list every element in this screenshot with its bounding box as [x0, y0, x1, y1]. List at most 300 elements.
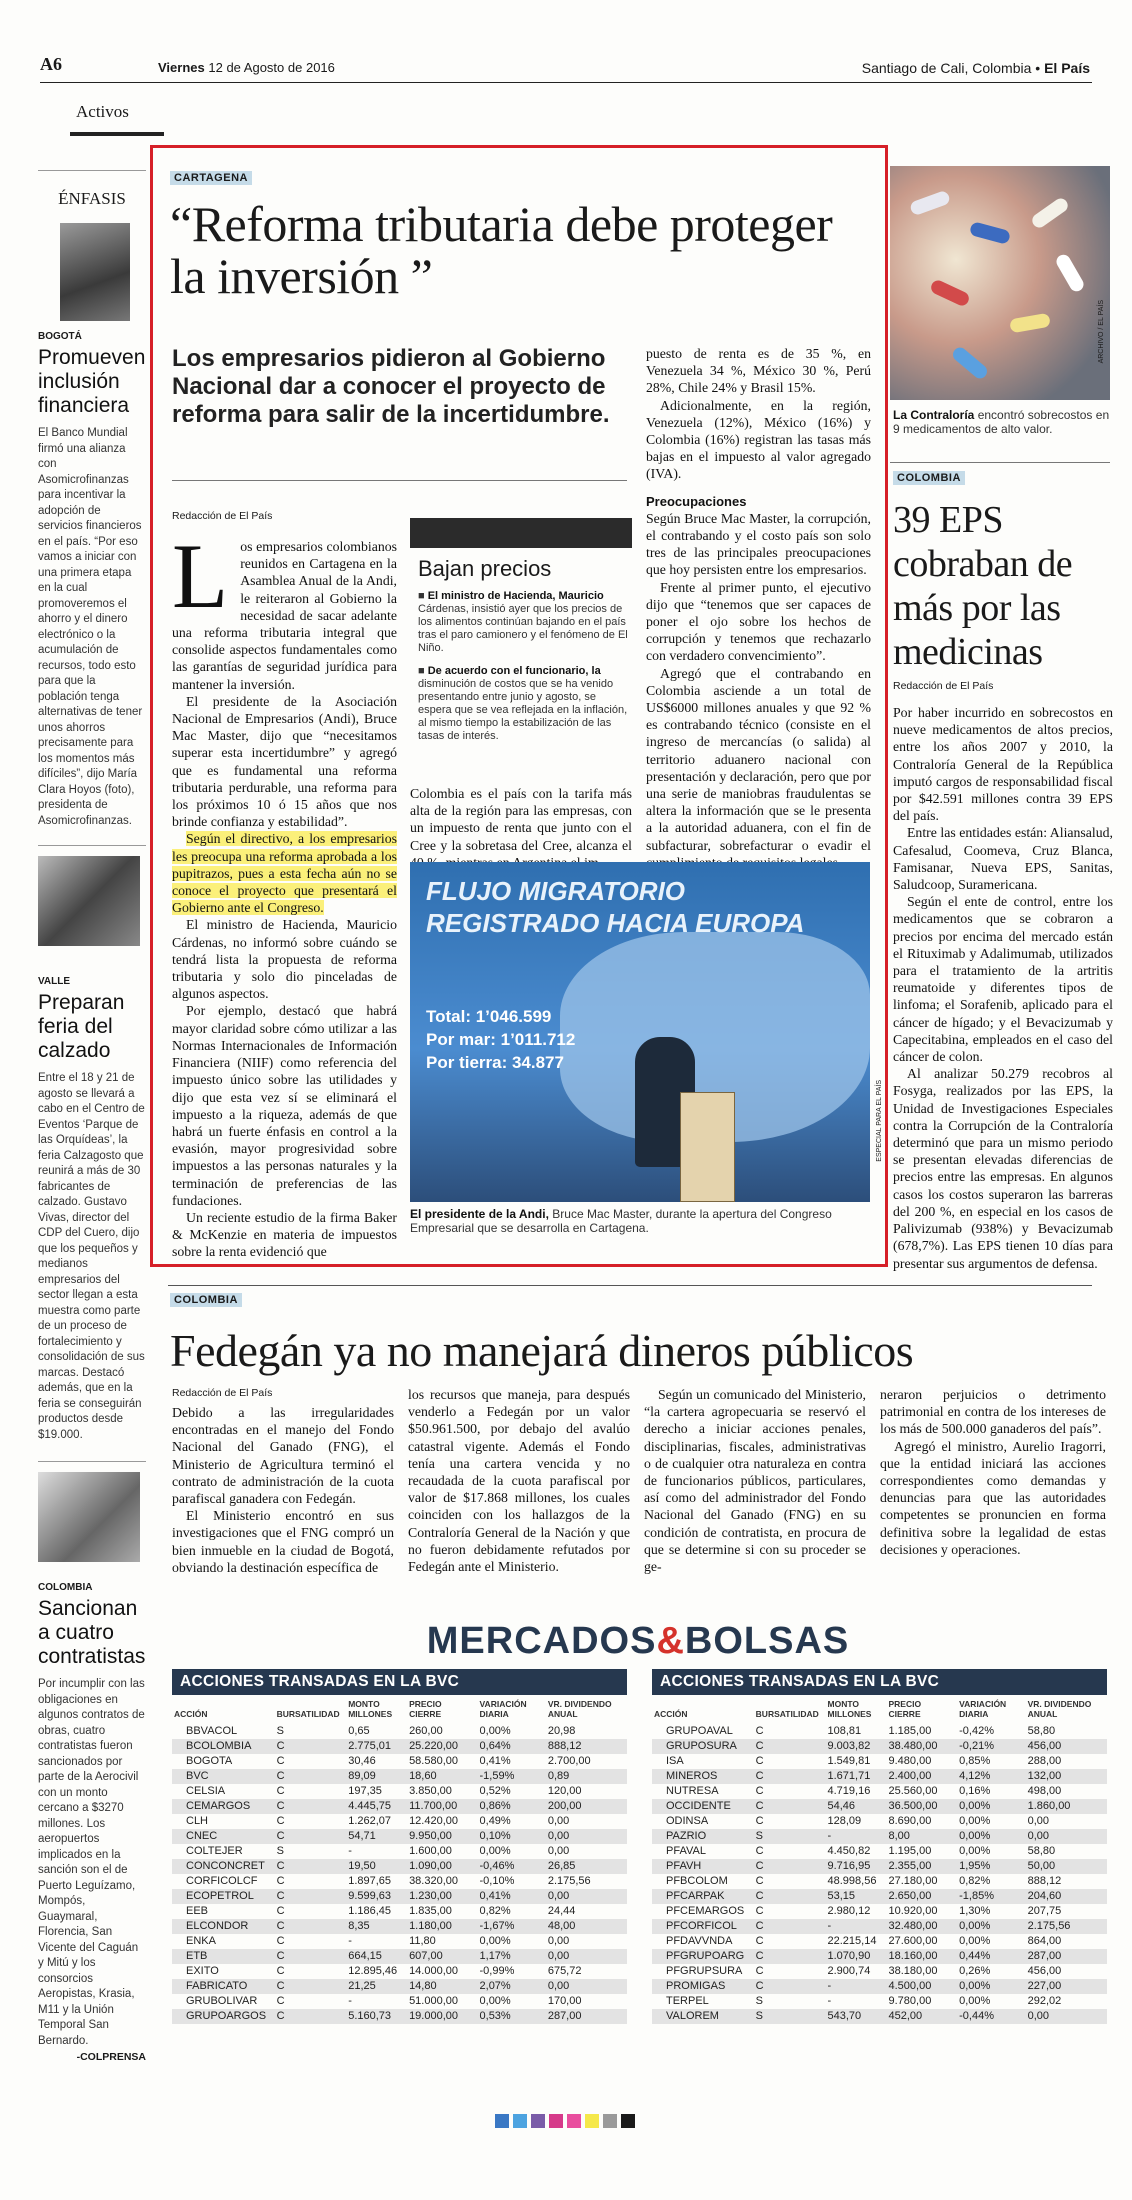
table-cell: C [275, 2009, 347, 2024]
table-cell: 1,95% [957, 1859, 1025, 1874]
eps-byline: Redacción de El País [893, 680, 994, 692]
table-cell: BOGOTA [186, 1755, 233, 1767]
table-cell: EEB [186, 1905, 209, 1917]
table-cell: 0,44% [957, 1949, 1025, 1964]
table-cell: C [755, 1935, 764, 1947]
col-header: MONTO MILLONES [827, 1699, 872, 1719]
deck-rule [172, 480, 627, 481]
table-row [652, 1724, 1107, 1739]
table-cell: C [276, 1905, 285, 1917]
pill-shape [1009, 313, 1051, 334]
color-swatch [495, 2114, 509, 2128]
table-row [652, 1904, 1107, 1919]
table-row [172, 1919, 627, 1934]
bajan-precios-box [410, 518, 632, 753]
brief-a-title: Promueven inclusión financiera [38, 346, 146, 417]
table-row [172, 1904, 627, 1919]
table-row [652, 1844, 1107, 1859]
table-cell: BVC [172, 1769, 275, 1784]
table-cell: 0,00% [959, 1935, 991, 1947]
fedegan-col-3: Según un comunicado del Ministerio, “la cartera agropecuaria se reservó el derecho a iniciar acciones penales, disciplinarias, fiscales, administrativas o de cualquier otra naturaleza en contra de funcionarios públicos, particulares, así como del administrador del Fondo Nacional del Ganado (FNG) en su condición de contratista, en procura de que se determine si con su proceder se ge- [644, 1387, 866, 1575]
table-cell: 207,75 [1027, 1905, 1062, 1917]
header-rule [40, 82, 1092, 83]
table-cell: VALOREM [652, 2009, 754, 2024]
col-header: VARIACIÓN DIARIA [479, 1699, 527, 1719]
table-row [172, 1799, 627, 1814]
table-row [172, 1934, 627, 1949]
table-row [172, 1889, 627, 1904]
table-cell: 456,00 [1027, 1965, 1062, 1977]
table-cell: 0,00 [546, 1979, 627, 1994]
table-row [652, 2009, 1107, 2024]
page-number: A6 [40, 54, 62, 74]
table-cell: -1,59% [478, 1769, 546, 1784]
table-cell: 888,12 [1027, 1875, 1062, 1887]
table-cell: C [755, 1815, 764, 1827]
table-cell: 0,85% [959, 1755, 991, 1767]
table-cell: GRUBOLIVAR [186, 1995, 258, 2007]
table-cell: 0,00 [547, 1815, 570, 1827]
table-cell: 22.215,14 [827, 1935, 877, 1947]
box-item: ■ De acuerdo con el funcionario, la disminución de costos que se ha venido presentando entre junio y agosto, se espera que se vea reflejada en la inflación, al mismo tiempo la estabilización de las tasas de interés. [418, 665, 628, 742]
stocks-table-left [172, 1669, 627, 2024]
table-cell: 0,00 [546, 1949, 627, 1964]
table-cell: 200,00 [546, 1799, 627, 1814]
table-cell: 0,41% [479, 1755, 511, 1767]
table-cell: 0,41% [478, 1889, 546, 1904]
table-cell: -0,44% [957, 2009, 1025, 2024]
brief-b-body: Entre el 18 y 21 de agosto se llevará a cabo en el Centro de Eventos ‘Parque de las Orquídeas’, la feria Calzagosto que reunirá a más de 30 fabricantes de calzado. Gustavo Vivas, director del CDP del Cuero, dijo que los pequeños y medianos empresarios del sector llegan a esta muestra como parte de un proceso de fortalecimiento y consolidación de sus marcas. Destacó además, que en la feria se conseguirán productos desde $19.000. [38, 1072, 145, 1441]
table-cell: C [755, 1725, 764, 1737]
table-cell: 38.180,00 [888, 1965, 938, 1977]
main-p4: El ministro de Hacienda, Mauricio Cárdenas, no informó sobre cuándo se tendrá lista la propuesta de reforma tributaria y solo dio pinceladas de algunos aspectos. [172, 917, 397, 1002]
table-cell: CEMARGOS [172, 1799, 275, 1814]
col-header: VR. DIVIDENDO ANUAL [1027, 1699, 1092, 1719]
table-row [172, 1979, 627, 1994]
pill-shape [929, 278, 971, 308]
table-cell: C [754, 1739, 826, 1754]
table-cell: 0,00% [959, 1995, 991, 2007]
highlighted-quote: Según el directivo, a los empresarios les preocupa una reforma aprobada a los pupitrazos, pues a esta fecha aún no se conoce el proyecto que presentará el Gobierno ante el Congreso. [172, 831, 397, 916]
table-row [172, 2009, 627, 2024]
screen-stat-land: Por tierra: 34.877 [426, 1053, 564, 1072]
table-cell: 0,00 [546, 1829, 627, 1844]
table-cell: 9.950,00 [407, 1829, 477, 1844]
table-cell: 287,00 [546, 2009, 627, 2024]
table-cell: 89,09 [346, 1769, 407, 1784]
table-cell: 4.445,75 [346, 1799, 407, 1814]
table-row [652, 1949, 1107, 1964]
table-cell: 128,09 [827, 1815, 862, 1827]
table-cell: 170,00 [547, 1995, 582, 2007]
table-cell: PFBCOLOM [666, 1875, 728, 1887]
table-row [172, 1874, 627, 1889]
table-cell: 0,26% [959, 1965, 991, 1977]
table-cell: 20,98 [547, 1725, 576, 1737]
table-cell: 197,35 [348, 1785, 382, 1797]
table-row [652, 1859, 1107, 1874]
table-cell: 888,12 [546, 1739, 627, 1754]
table-cell: CNEC [172, 1829, 275, 1844]
table-row [172, 1754, 627, 1769]
subhead-preocupaciones: Preocupaciones [646, 493, 747, 509]
table-cell: 0,52% [479, 1785, 511, 1797]
andi-congress-photo [410, 862, 870, 1202]
table-cell: 0,82% [479, 1905, 511, 1917]
table-cell: CLH [186, 1815, 209, 1827]
pills-caption: La Contraloría encontró sobrecostos en 9 medicamentos de alto valor. [893, 408, 1110, 436]
dateline: Santiago de Cali, Colombia • El País [861, 60, 1090, 76]
table-row [652, 1979, 1107, 1994]
brief-b-place: VALLE [38, 976, 71, 987]
table-cell: 48,00 [546, 1919, 627, 1934]
table-cell: C [275, 1859, 347, 1874]
table-cell: 38.480,00 [887, 1739, 958, 1754]
table-row [652, 1784, 1107, 1799]
table-cell: C [755, 1845, 764, 1857]
table-cell: 8,35 [346, 1919, 407, 1934]
table-cell: -0,42% [959, 1725, 994, 1737]
table-cell: PFCORFICOL [652, 1919, 754, 1934]
table-cell: PFCEMARGOS [666, 1905, 745, 1917]
table-cell: PAZRIO [652, 1829, 754, 1844]
brief-a-body: El Banco Mundial firmó una alianza con Asomicrofinanzas para incentivar la adopción de servicios financieros en el país. “Por eso vamos a iniciar con una primera etapa en la cual promoveremos el ahorro y el dinero electrónico o la acumulación de recursos, todo esto para que la población tenga alternativas de tener unos ahorros precisamente para los momentos más difíciles”, dijo María Clara Hoyos (foto), presidenta de Asomicrofinanzas. [38, 427, 143, 827]
table-cell: 260,00 [409, 1725, 443, 1737]
table-cell: 0,00 [546, 1889, 627, 1904]
table-cell: 2,07% [478, 1979, 546, 1994]
table-cell: PFAVH [652, 1859, 754, 1874]
table-cell: C [276, 1935, 285, 1947]
eps-body: Por haber incurrido en sobrecostos en nueve medicamentos de altos precios, entre los años 2007 y 2010, la Contraloría General de la República imputó cargos de responsabilidad fiscal por $42.591 millones contra 39 EPS del país. Entre las entidades están: Aliansalud, Cafesalud, Coomeva, Cruz Blanca, Famisanar, Nueva EPS, Sanitas, Saludcoop, Suramericana. Según el ente de control, entre los medicamentos que se cobraron a precios por encima del mercado están el Rituximab y Adalimumab, utilizados para el tratamiento de la artritis reumatoide y diferentes tipos de linfoma; el Sorafenib, aplicado para el cáncer de hígado; y el Bevacizumab y Capecitabina, empleados en el caso del cáncer de colon. Al analizar 50.279 recobros al Fosyga, realizados por las EPS, la Unidad de Investigaciones Especiales contra la Corrupción de la Contraloría determinó que para un mismo periodo se presentan elevadas diferencias de precios entre las empresas. En algunos casos los costos superaron las barreras del 200 %, en especial en los casos de Palivizumab (938%) y Bevacizumab (678,7%). Las EPS tienen 10 días para presentar sus argumentos de defensa. [893, 705, 1113, 1271]
table-cell: 0,53% [478, 2009, 546, 2024]
table-cell: 50,00 [1026, 1859, 1107, 1874]
table-row [652, 1889, 1107, 1904]
table-cell: ENKA [186, 1935, 216, 1947]
table-cell: 9.716,95 [826, 1859, 887, 1874]
table-cell: 4,12% [957, 1769, 1025, 1784]
table-row [652, 1814, 1107, 1829]
table-row [652, 1754, 1107, 1769]
main-c3-p4: Frente al primer punto, el ejecutivo dijo que “tenemos que ser capaces de poner el ojo sobre los hechos de corrupción y tenemos que rechazarlo con verdadero convencimiento”. [646, 579, 871, 664]
table-cell: PFGRUPSURA [666, 1965, 743, 1977]
table-row [172, 1769, 627, 1784]
table-cell: -0,99% [479, 1965, 515, 1977]
table-cell: 1.070,90 [826, 1949, 887, 1964]
table-cell: MINEROS [652, 1769, 754, 1784]
main-column-3 [646, 345, 871, 871]
table-row [172, 1844, 627, 1859]
table-cell: 30,46 [348, 1755, 376, 1767]
col-header: MONTO MILLONES [348, 1699, 393, 1719]
table-cell: 2.900,74 [827, 1965, 871, 1977]
table-cell: PFAVAL [666, 1845, 706, 1857]
table-cell: TERPEL [666, 1995, 709, 2007]
table-cell: C [276, 1875, 285, 1887]
table-cell: 21,25 [346, 1979, 407, 1994]
fedegan-col-4: neraron perjuicios o detrimento patrimonial en contra de los intereses de los más de 500.000 ganaderos del país”. Agregó el ministro, Aurelio Iragorri, que la entidad iniciará las acciones correspondientes como demandas y denuncias para que las autoridades competentes se pronuncien en forma definitiva sobre la legalidad de estas decisiones y operaciones. [880, 1387, 1106, 1557]
table-cell: 58,80 [1027, 1845, 1056, 1857]
table-row [652, 1874, 1107, 1889]
dateline-place: Santiago de Cali, Colombia [861, 60, 1032, 76]
table-cell: 1.185,00 [888, 1725, 932, 1737]
table-cell: 32.480,00 [887, 1919, 958, 1934]
main-column-1 [172, 525, 397, 1261]
table-cell: 1,17% [478, 1949, 546, 1964]
table-cell: 18.160,00 [887, 1949, 958, 1964]
table-cell: GRUPOAVAL [666, 1725, 733, 1737]
table-cell: 1.186,45 [348, 1905, 392, 1917]
box-title: Bajan precios [418, 556, 552, 581]
table-cell: - [827, 1995, 832, 2007]
color-swatch [513, 2114, 527, 2128]
table-cell: 864,00 [1027, 1935, 1062, 1947]
table-cell: 54,46 [826, 1799, 887, 1814]
table-cell: 18,60 [407, 1769, 477, 1784]
table-cell: 53,15 [826, 1889, 887, 1904]
table-row [652, 1919, 1107, 1934]
table-cell: 14.000,00 [409, 1965, 458, 1977]
table-cell: 2.980,12 [827, 1905, 871, 1917]
main-lead: os empresarios colombianos reunidos en Cartagena en la Asamblea Anual de la Andi, le reiteraron al Gobierno la necesidad de sacar adelante una reforma tributaria integral que consolide aspectos fundamentales como las garantías de seguridad jurídica para mantener la inversión. [172, 539, 397, 692]
table-cell: S [276, 1725, 284, 1737]
main-deck: Los empresarios pidieron al Gobierno Nacional dar a conocer el proyecto de reforma para salir de la incertidumbre. [172, 345, 610, 428]
table-cell: 1.549,81 [827, 1755, 871, 1767]
col-header: VR. DIVIDENDO ANUAL [547, 1699, 612, 1719]
table-cell: 48.998,56 [827, 1875, 877, 1887]
table-cell: ODINSA [666, 1815, 709, 1827]
table-cell: C [754, 1799, 826, 1814]
fedegan-kicker: COLOMBIA [170, 1290, 242, 1308]
table-cell: 1.860,00 [1026, 1799, 1107, 1814]
podium [680, 1092, 735, 1202]
table-cell: 0,89 [546, 1769, 627, 1784]
markets-banner: MERCADOS&BOLSAS [426, 1620, 850, 1662]
table-cell: 120,00 [547, 1785, 582, 1797]
table-cell: ELCONDOR [172, 1919, 275, 1934]
table-cell: 292,02 [1027, 1995, 1062, 2007]
main-byline: Redacción de El País [172, 510, 273, 522]
table-cell: CORFICOLCF [186, 1875, 258, 1887]
shoes-photo [38, 856, 140, 946]
table-row [652, 1769, 1107, 1784]
table-cell: C [275, 1799, 347, 1814]
table-row [172, 1949, 627, 1964]
table-cell: -0,10% [479, 1875, 515, 1887]
table-cell: 456,00 [1026, 1739, 1107, 1754]
main-headline: “Reforma tributaria debe proteger la inversión ” [170, 196, 833, 304]
table-cell: 0,00% [957, 1829, 1025, 1844]
table-cell: 1.835,00 [409, 1905, 452, 1917]
table-cell: 0,00% [479, 1725, 511, 1737]
main-c3-p3: Según Bruce Mac Master, la corrupción, el contrabando y el costo país son solo tres de las principales preocupaciones que hoy persisten entre los empresarios. [646, 510, 871, 578]
box-item: ■ El ministro de Hacienda, Mauricio Cárdenas, insistió ayer que los precios de los alimentos continúan bajando en el país tras el paro camionero y el fenómeno de El Niño. [418, 590, 628, 654]
table-cell: 607,00 [407, 1949, 477, 1964]
main-p5: Por ejemplo, destacó que habrá mayor claridad sobre cómo utilizar a las Normas Internacionales de Información Financiera (NIIF) como referencia del impuesto único sobre las utilidades y dijo que esta vez sí se eliminará el impuesto a la riqueza, además de que habrá un fuerte énfasis en control a la evasión, mayor progresividad sobre impuestos a las personas naturales y la terminación de preferencias de las fundaciones. [172, 1003, 397, 1208]
divider [38, 1461, 146, 1462]
table-cell: NUTRESA [666, 1785, 719, 1797]
screen-line-1: FLUJO MIGRATORIO [426, 876, 686, 906]
table-cell: 498,00 [1027, 1785, 1062, 1797]
maria-clara-hoyos-photo [60, 223, 130, 321]
table-cell: 0,00% [957, 1799, 1025, 1814]
table-cell: 9.780,00 [888, 1995, 932, 2007]
table-cell: C [275, 1889, 347, 1904]
main-p2: El presidente de la Asociación Nacional de Empresarios (Andi), Bruce Mac Master, dijo que “necesitamos superar esta incertidumbre” y agregó que es fundamental una reforma tributaria perdurable, una reforma para los próximos 10 ó 15 años que nos brinde confianza y estabilidad”. [172, 693, 397, 830]
table-cell: 10.920,00 [888, 1905, 938, 1917]
table-cell: 19.000,00 [407, 2009, 477, 2024]
table-cell: C [275, 1829, 347, 1844]
table-cell: C [275, 1979, 347, 1994]
table-cell: -1,67% [478, 1919, 546, 1934]
table-cell: 1.897,65 [348, 1875, 392, 1887]
table-cell: 0,65 [348, 1725, 370, 1737]
main-photo-caption: El presidente de la Andi, Bruce Mac Master, durante la apertura del Congreso Empresarial que se desarrolla en Cartagena. [410, 1207, 832, 1235]
table-cell: GRUPOARGOS [172, 2009, 275, 2024]
main-c3-p1: puesto de renta es de 35 %, en Venezuela 34 %, México 30 %, Perú 28%, Chile 24% y Brasil 15%. [646, 346, 871, 396]
table-cell: C [754, 1979, 826, 1994]
col-header: PRECIO CIERRE [409, 1699, 442, 1719]
table-cell: -0,21% [957, 1739, 1025, 1754]
table-cell: 1.195,00 [888, 1845, 932, 1857]
table-cell: S [754, 1829, 826, 1844]
table-row [172, 1784, 627, 1799]
screen-stat-sea: Por mar: 1’011.712 [426, 1030, 576, 1049]
table-row [172, 1829, 627, 1844]
issue-date-text: 12 de Agosto de 2016 [208, 60, 335, 75]
table-cell: 58.580,00 [409, 1755, 458, 1767]
table-cell: ETB [172, 1949, 275, 1964]
pill-shape [1030, 196, 1071, 230]
table-cell: 227,00 [1026, 1979, 1107, 1994]
table-cell: 0,00% [479, 1935, 511, 1947]
color-swatch [567, 2114, 581, 2128]
table-cell: 36.500,00 [887, 1799, 958, 1814]
table-body [652, 1724, 1107, 2024]
table-cell: PFCARPAK [652, 1889, 754, 1904]
table-cell: C [754, 1769, 826, 1784]
table-cell: 0,00% [959, 1815, 991, 1827]
table-cell: S [755, 1995, 764, 2007]
brief-b-title: Preparan feria del calzado [38, 991, 125, 1062]
table-cell: C [755, 1785, 764, 1797]
col-header: ACCIÓN [174, 1709, 208, 1719]
table-cell: 0,00% [957, 1919, 1025, 1934]
table-cell: PFGRUPOARG [652, 1949, 754, 1964]
table-cell: 4.450,82 [827, 1845, 871, 1857]
table-cell: 8.690,00 [888, 1815, 932, 1827]
airplane-photo [38, 1472, 140, 1562]
color-swatch [531, 2114, 545, 2128]
main-c3-p2: Adicionalmente, en la región, Venezuela (12%), México (16%) y Colombia (16%) registran las tasas más bajas en el impuesto al valor agregado (IVA). [646, 397, 871, 482]
table-cell: 2.700,00 [547, 1755, 591, 1767]
table-cell: 0,00 [1027, 1815, 1050, 1827]
table-cell: 0,00 [547, 1935, 570, 1947]
table-cell: 9.003,82 [826, 1739, 887, 1754]
table-row [172, 1964, 627, 1979]
left-column [38, 170, 146, 2063]
table-cell: 2.650,00 [887, 1889, 958, 1904]
table-cell: 11,80 [409, 1935, 436, 1947]
enfasis-label: ÉNFASIS [38, 170, 146, 215]
table-cell: 2.400,00 [887, 1769, 958, 1784]
table-cell: 543,70 [826, 2009, 887, 2024]
table-cell: 1.671,71 [826, 1769, 887, 1784]
brief-a-place: BOGOTÁ [38, 331, 82, 342]
table-row [172, 1994, 627, 2009]
table-row [652, 1739, 1107, 1754]
color-swatch [621, 2114, 635, 2128]
table-cell: 4.719,16 [827, 1785, 871, 1797]
brief-c-credit: -COLPRENSA [76, 2051, 146, 2063]
table-title: ACCIONES TRANSADAS EN LA BVC [172, 1669, 627, 1695]
table-cell: 25.560,00 [888, 1785, 938, 1797]
print-color-bar [495, 2114, 635, 2128]
col-header: BURSATILIDAD [755, 1709, 819, 1719]
main-c3-p5: Agregó que el contrabando en Colombia asciende a un total de US$6000 millones anuales y que 92 % es contrabando técnico (consiste en el ingreso de mercancías (o salida) al territorio aduanero nacional con presentación y declaración, pero que por una serie de maniobras fraudulentas se altera la información que se le presenta a la autoridad aduanera, con el fin de subfacturar, sobrefacturar o evadir el [646, 665, 871, 853]
table-cell: C [276, 1815, 285, 1827]
table-cell: 3.850,00 [409, 1785, 452, 1797]
table-cell: - [826, 1829, 887, 1844]
table-cell: 4.500,00 [887, 1979, 958, 1994]
table-cell: OCCIDENTE [652, 1799, 754, 1814]
table-row [652, 1994, 1107, 2009]
eps-headline: 39 EPS cobraban de más por las medicinas [893, 499, 1073, 673]
table-cell: 1.090,00 [407, 1859, 477, 1874]
box-bar [410, 518, 632, 548]
table-cell: GRUPOSURA [652, 1739, 754, 1754]
table-cell: 2.175,56 [1026, 1919, 1107, 1934]
table-cell: 51.000,00 [409, 1995, 458, 2007]
table-cell: 2.175,56 [547, 1875, 591, 1887]
table-cell: 25.220,00 [407, 1739, 477, 1754]
table-cell: COLTEJER [186, 1845, 243, 1857]
table-cell: 0,16% [959, 1785, 991, 1797]
table-cell: EXITO [186, 1965, 219, 1977]
table-cell: 14,80 [407, 1979, 477, 1994]
table-cell: PFDAVVNDA [666, 1935, 733, 1947]
table-cell: 27.600,00 [888, 1935, 938, 1947]
table-cell: C [754, 1949, 826, 1964]
fedegan-byline: Redacción de El País [172, 1387, 273, 1399]
table-cell: 8,00 [887, 1829, 958, 1844]
table-cell: C [276, 1995, 285, 2007]
table-cell: - [348, 1935, 352, 1947]
table-row [652, 1964, 1107, 1979]
divider [890, 462, 1110, 463]
table-cell: C [276, 1785, 285, 1797]
pills-photo-credit: ARCHIVO / EL PAÍS [1098, 300, 1105, 364]
table-cell: 1.180,00 [407, 1919, 477, 1934]
table-cell: 204,60 [1026, 1889, 1107, 1904]
table-cell: - [348, 1995, 352, 2007]
table-cell: 132,00 [1026, 1769, 1107, 1784]
table-row [172, 1814, 627, 1829]
color-swatch [585, 2114, 599, 2128]
table-cell: C [755, 1905, 764, 1917]
table-row [652, 1934, 1107, 1949]
table-cell: 1.600,00 [409, 1845, 452, 1857]
col-header: VARIACIÓN DIARIA [959, 1699, 1007, 1719]
fedegan-rule [168, 1285, 1092, 1286]
screen-stat-total: Total: 1’046.599 [426, 1007, 552, 1026]
brief-c-body: Por incumplir con las obligaciones en algunos contratos de obras, cuatro contratistas fueron sancionados por parte de la Aerocivil con un monto cercano a $3270 millones. Los aeropuertos implicados en la sanción son el de Puerto Leguízamo, Mompós, Guaymaral, Florencia, San Vicente del Caguán y Mitú y los consorcios Aeropistas, Krasia, M11 y la Unión Temporal San Bernardo. [38, 1678, 145, 2047]
main-kicker: CARTAGENA [170, 168, 252, 186]
table-cell: S [276, 1845, 284, 1857]
table-cell: PROMIGAS [652, 1979, 754, 1994]
table-cell: -1,85% [957, 1889, 1025, 1904]
table-cell: 9.480,00 [888, 1755, 932, 1767]
fedegan-col-2: los recursos que maneja, para después venderlo a Fedegán por un valor $50.961.500, por debajo del avalúo catastral vigente. Además el Fondo tenía una cartera vencida y no recaudada de la cuota parafiscal por valor de $17.868 millones, los cuales coinciden con los hallazgos de la Contraloría General de la Nación y que no fueron debidamente refutados por Fedegán ante el Ministerio. [408, 1387, 630, 1575]
